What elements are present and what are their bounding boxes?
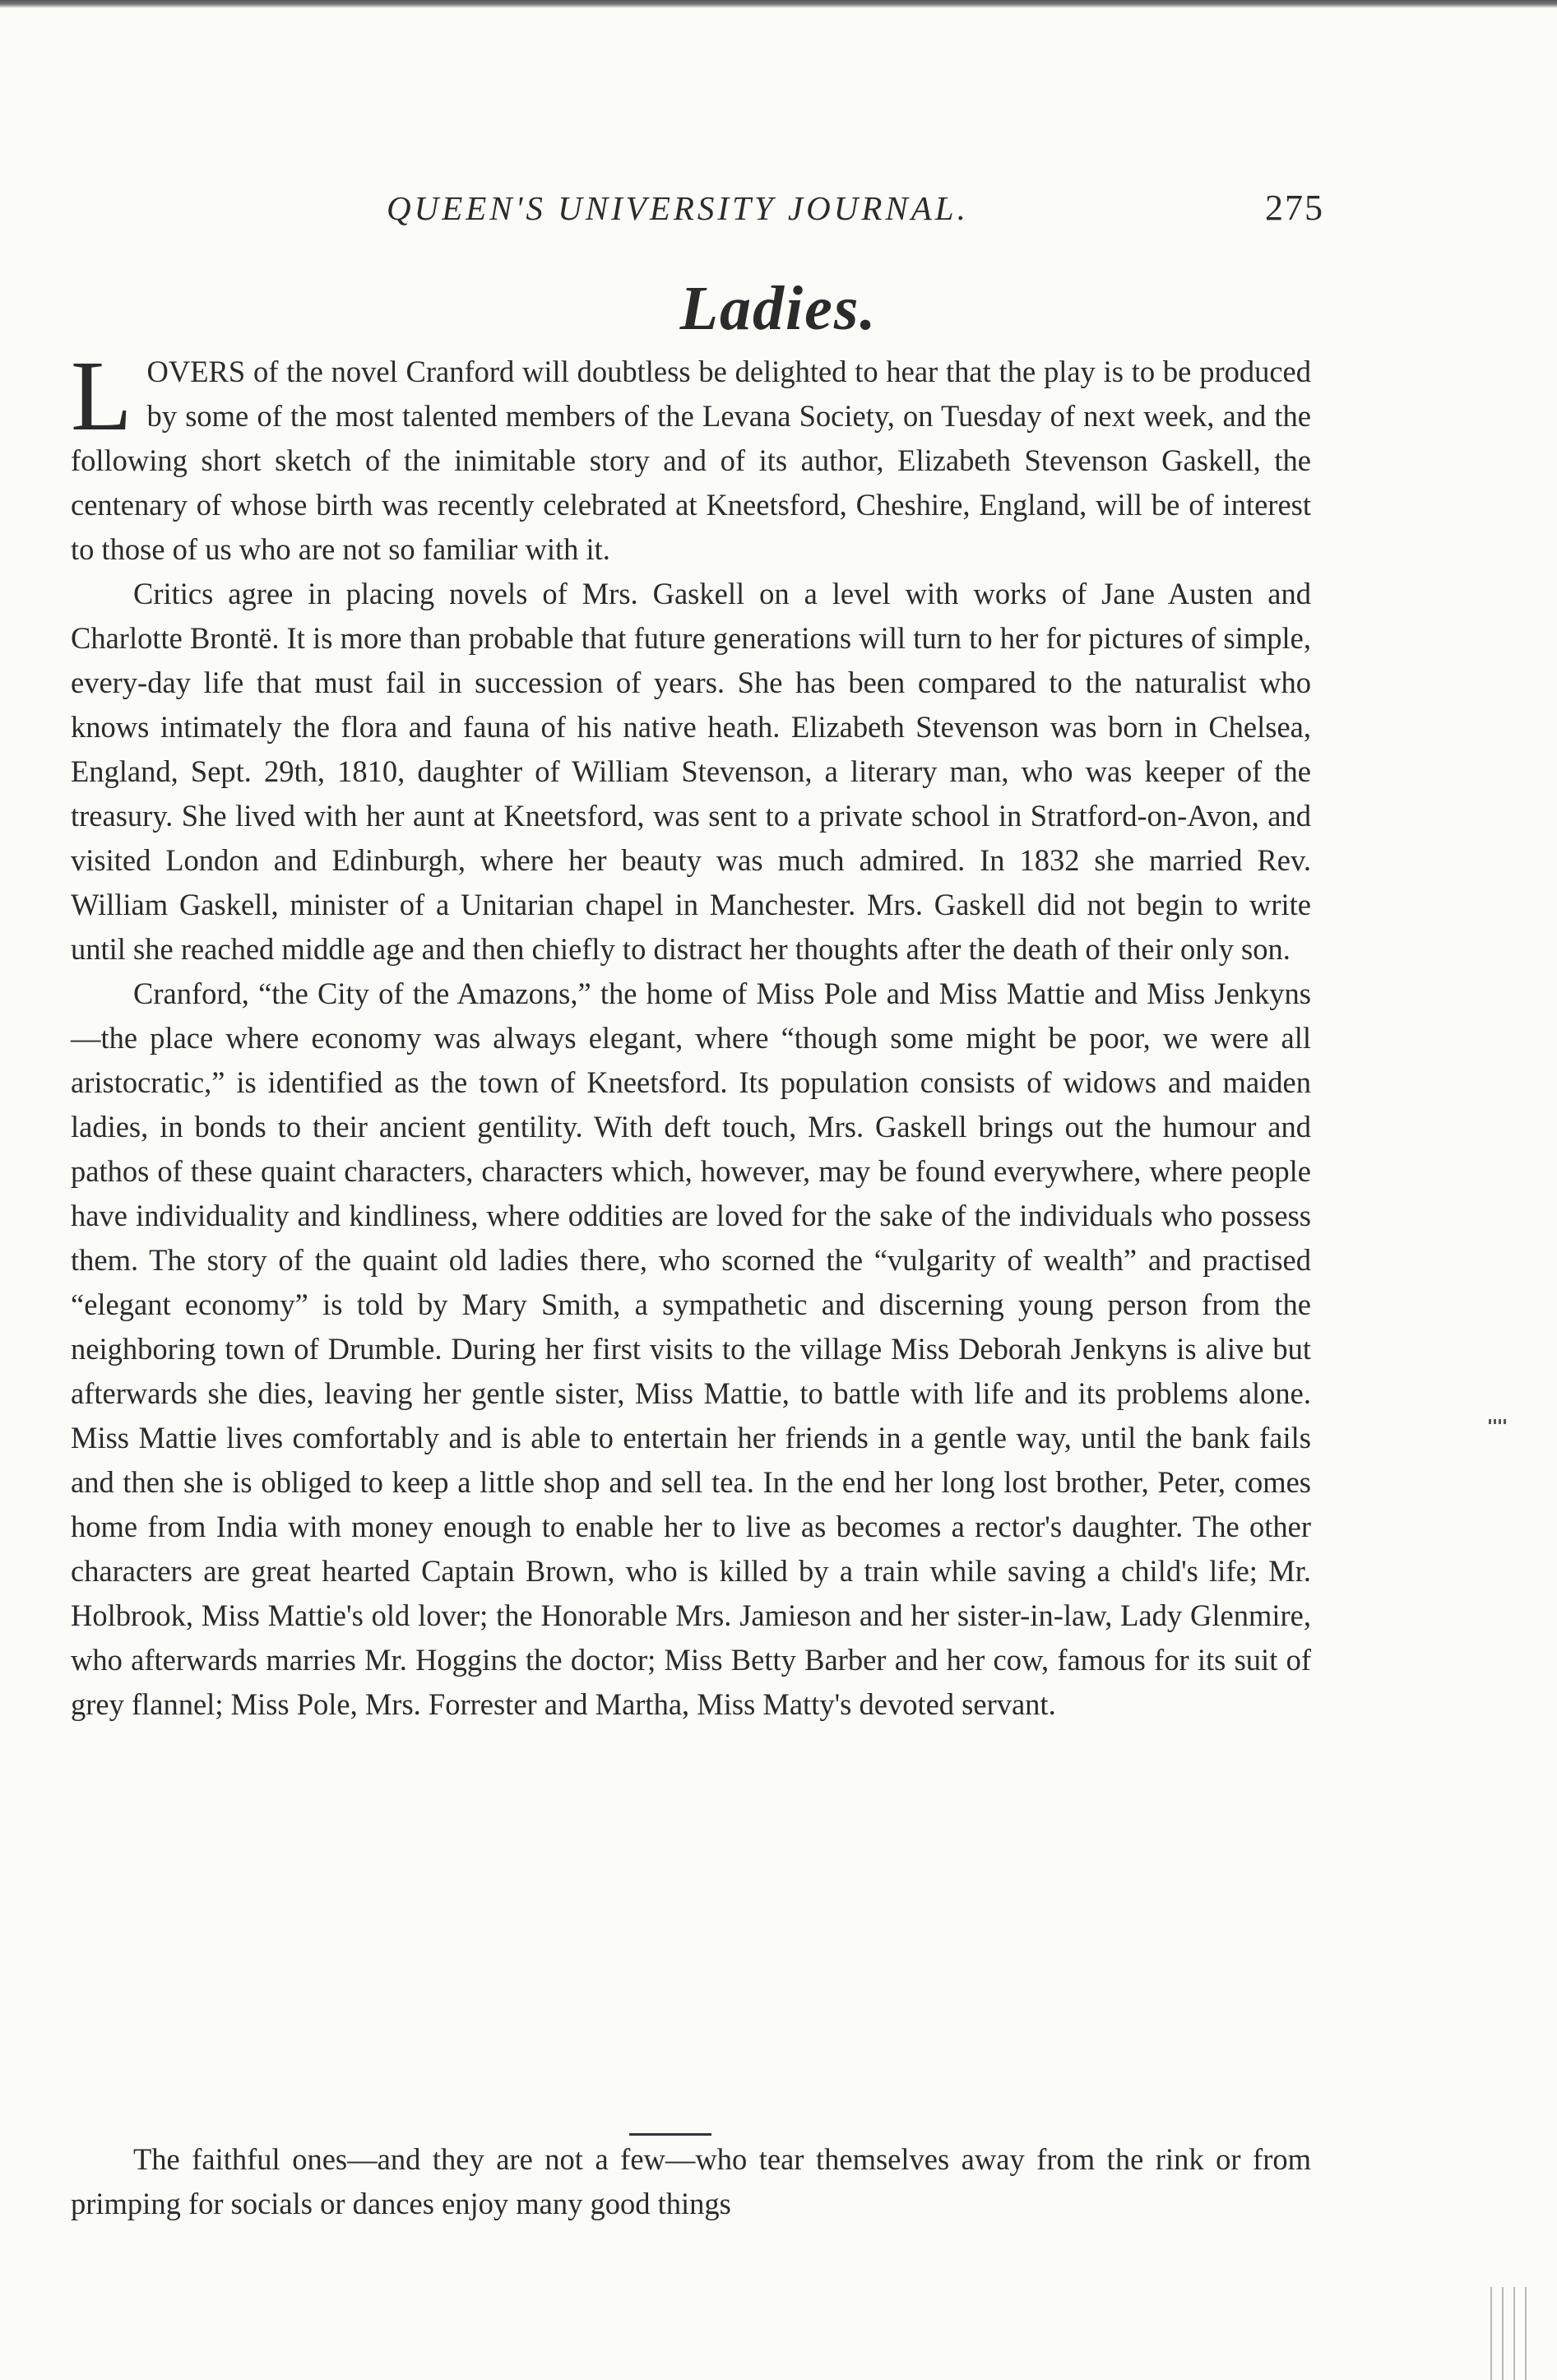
drop-cap: L: [71, 341, 132, 452]
page-binding-edge: [1481, 2287, 1530, 2380]
journal-title: QUEEN'S UNIVERSITY JOURNAL.: [387, 189, 969, 227]
article-divider: [629, 2133, 711, 2136]
article-paragraph: [71, 341, 1311, 572]
page-number: 275: [1265, 188, 1324, 228]
running-head: [387, 179, 1324, 237]
page-top-edge: [0, 0, 1557, 8]
margin-smudge: [1489, 1419, 1508, 1424]
article-paragraph: The faithful ones—and they are not a few—who tear themselves away from the rink or from primping for socials or dances enjoy many good things: [71, 2142, 1311, 2220]
article-body: [71, 341, 1311, 1727]
next-article-body: [71, 2137, 1311, 2226]
paragraph-text: OVERS of the novel Cranford will doubtless be delighted to hear that the play is to be produced by some of the most talented members of the Levana Society, on Tuesday of next week, and the following short sketch of the inimitable story and of its author, Elizabeth Stevenson Gaskell, the centenary of whose birth was recently celebrated at Kneetsford, Cheshire, England, will be of interest to those of us who are not so familiar with it.: [71, 355, 1311, 566]
article-paragraph: Critics agree in placing novels of Mrs. Gaskell on a level with works of Jane Austen and Charlotte Brontë. It is more than probable that future generations will turn to her for pictures of simple, every-day life that must fail in succession of years. She has been compared to the naturalist who knows intimately the flora and fauna of his native heath. Elizabeth Stevenson was born in Chelsea, England, Sept. 29th, 1810, daughter of William Stevenson, a literary man, who was keeper of the treasury. She lived with her aunt at Kneetsford, was sent to a private school in Stratford-on-Avon, and visited London and Edinburgh, where her beauty was much admired. In 1832 she married Rev. William Gaskell, minister of a Unitarian chapel in Manchester. Mrs. Gaskell did not begin to write until she reached middle age and then chiefly to distract her thoughts after the death of their only son.: [71, 577, 1311, 966]
article-paragraph: Cranford, “the City of the Amazons,” the home of Miss Pole and Miss Mattie and Miss Jenkyns—the place where economy was always elegant, where “though some might be poor, we were all aristocratic,” is identified as the town of Kneetsford. Its population consists of widows and maiden ladies, in bonds to their ancient gentility. With deft touch, Mrs. Gaskell brings out the humour and pathos of these quaint characters, characters which, however, may be found everywhere, where people have individuality and kindliness, where oddities are loved for the sake of the individuals who possess them. The story of the quaint old ladies there, who scorned the “vulgarity of wealth” and practised “elegant economy” is told by Mary Smith, a sympathetic and discerning young person from the neighboring town of Drumble. During her first visits to the village Miss Deborah Jenkyns is alive but afterwards she dies, leaving her gentle sister, Miss Mattie, to battle with life and its problems alone. Miss Mattie lives comfortably and is able to entertain her friends in a gentle way, until the bank fails and then she is obliged to keep a little shop and sell tea. In the end her long lost brother, Peter, comes home from India with money enough to enable her to live as becomes a rector's daughter. The other characters are great hearted Captain Brown, who is killed by a train while saving a child's life; Mr. Holbrook, Miss Mattie's old lover; the Honorable Mrs. Jamieson and her sister-in-law, Lady Glenmire, who afterwards marries Mr. Hoggins the doctor; Miss Betty Barber and her cow, famous for its suit of grey flannel; Miss Pole, Mrs. Forrester and Martha, Miss Matty's devoted servant.: [71, 977, 1311, 1721]
section-heading: Ladies.: [679, 274, 878, 343]
